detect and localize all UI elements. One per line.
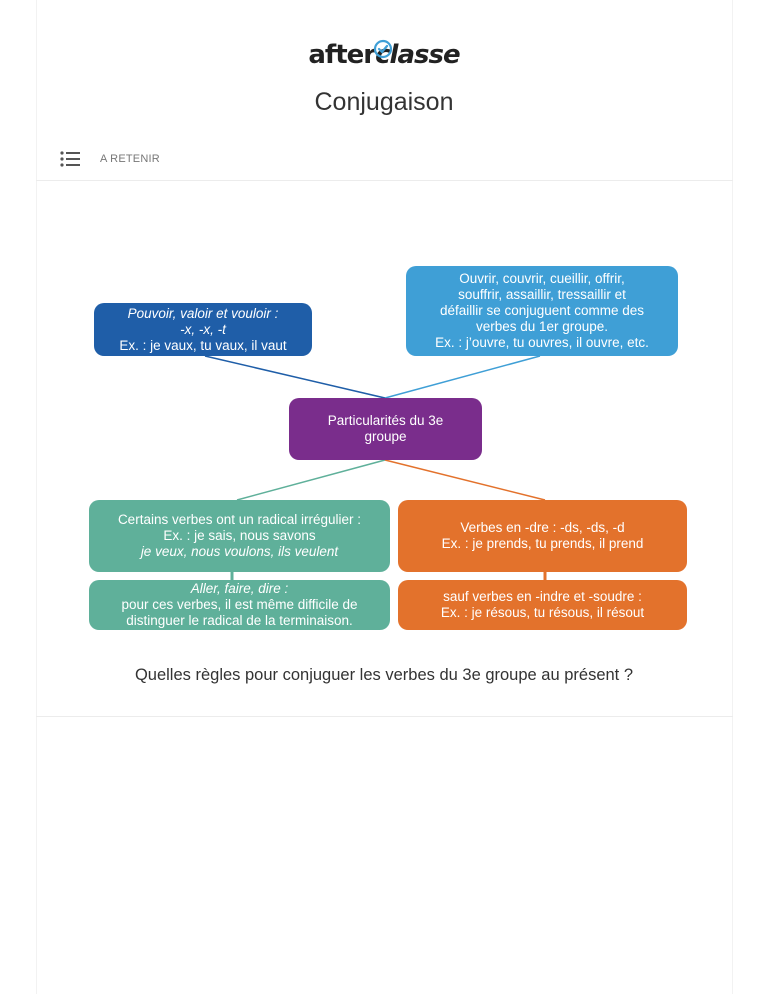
box-bottom-left-line2: Ex. : je sais, nous savons [163, 528, 316, 543]
connector-top-left [205, 356, 385, 398]
box-top-right-line3: défaillir se conjuguent comme des [439, 303, 645, 318]
box-verbes-en-dre [398, 500, 687, 572]
box-bottom-right-sub-line1: sauf verbes en -indre et -soudre : [443, 589, 642, 604]
box-center-line2: groupe [364, 429, 407, 444]
box-particularites-center [289, 398, 482, 460]
box-top-left-line1: Pouvoir, valoir et vouloir : [127, 305, 279, 321]
box-bottom-left-sub-line1: Aller, faire, dire : [190, 581, 289, 596]
question-text: Quelles règles pour conjuguer les verbes du 3e groupe au présent ? [134, 666, 634, 684]
logo-text-part1: after [308, 40, 376, 70]
connector-top-right [385, 356, 540, 398]
box-bottom-right-line2: Ex. : je prends, tu prends, il prend [441, 536, 644, 551]
page-title: Conjugaison [314, 88, 454, 116]
box-sauf-indre-soudre [398, 580, 687, 630]
logo-text-part2: classe [375, 40, 460, 70]
box-top-right-line1: Ouvrir, couvrir, cueillir, offrir, [459, 271, 625, 286]
box-center-line1: Particularités du 3e [327, 413, 444, 428]
box-top-left-line3: Ex. : je vaux, tu vaux, il vaut [119, 337, 287, 353]
box-bottom-left-line1: Certains verbes ont un radical irrégulier : [117, 512, 362, 527]
separator-bottom [36, 716, 733, 717]
box-bottom-left-sub-line3: distinguer le radical de la terminaison. [126, 613, 353, 628]
box-pouvoir-valoir-vouloir [94, 303, 312, 356]
box-top-right-line2: souffrir, assaillir, tressaillir et [458, 287, 626, 302]
box-bottom-left-sub-line2: pour ces verbes, il est même difficile de [121, 597, 358, 612]
connector-bottom-right [385, 460, 545, 500]
box-bottom-right-sub-line2: Ex. : je résous, tu résous, il résout [440, 605, 645, 620]
box-top-left-line2: -x, -x, -t [180, 321, 226, 337]
box-radical-irregulier [89, 500, 390, 572]
box-bottom-left-line3: je veux, nous voulons, ils veulent [140, 544, 339, 559]
box-ouvrir-couvrir [406, 266, 678, 356]
box-bottom-right-line1: Verbes en -dre : -ds, -ds, -d [460, 520, 625, 535]
section-label: A RETENIR [100, 153, 160, 165]
box-top-right-line4: verbes du 1er groupe. [475, 319, 609, 334]
connector-bottom-left [237, 460, 385, 500]
box-aller-faire-dire [89, 580, 390, 630]
box-top-right-line5: Ex. : j’ouvre, tu ouvres, il ouvre, etc. [435, 335, 649, 350]
